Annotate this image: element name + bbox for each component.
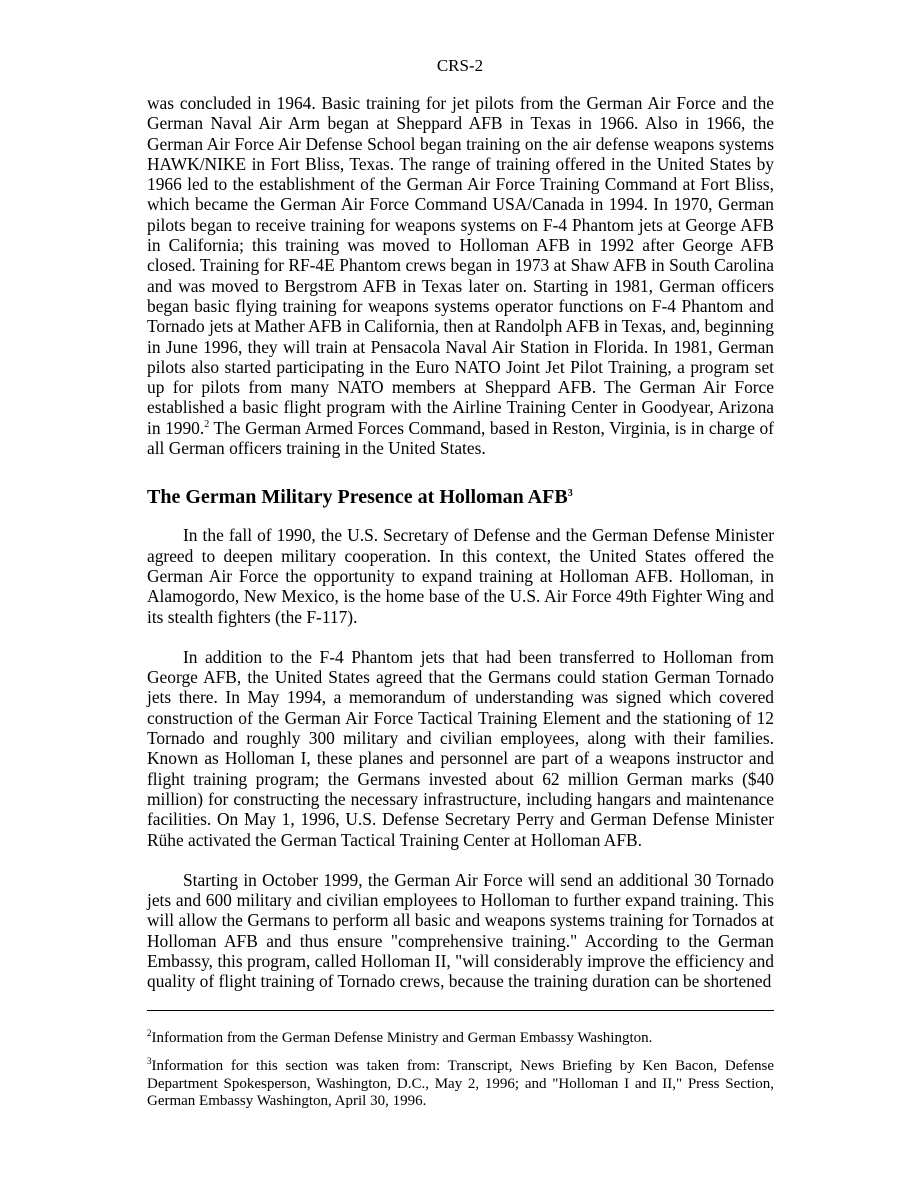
footnote-2-text: Information from the German Defense Ministry and German Embassy Washington. (151, 1030, 653, 1046)
body-text (147, 93, 774, 992)
footnote-ref-2[interactable]: 2 (204, 418, 210, 430)
paragraph-2: In the fall of 1990, the U.S. Secretary of Defense and the German Defense Minister agreed to deepen military cooperation. In this context, the United States offered the German Air Force the opportunity to expand training at Holloman AFB. Holloman, in Alamogordo, New Mexico, is the home base of the U.S. Air Force 49th Fighter Wing and its stealth fighters (the F-117). (147, 525, 774, 627)
footnote-3-number: 3 (147, 1056, 152, 1067)
paragraph-1 (147, 93, 774, 458)
paragraph-1-text-b: The German Armed Forces Command, based in Reston, Virginia, is in charge of all German officers training in the United States. (147, 417, 774, 459)
footnote-3 (147, 1058, 774, 1110)
footnote-ref-3[interactable]: 3 (567, 488, 573, 500)
footnote-2 (147, 1030, 774, 1047)
footnote-2-number: 2 (147, 1028, 152, 1038)
paragraph-4: Starting in October 1999, the German Air Force will send an additional 30 Tornado jets and 600 military and civilian employees to Holloman to further expand training. This will allow the Germans to perform all basic and weapons systems training for Tornados at Holloman AFB and thus ensure "comprehensive training." According to the German Embassy, this program, called Holloman II, "will considerably improve the efficiency and quality of flight training of Tornado crews, because the training duration can be shortened (147, 869, 774, 992)
footnote-3-text: Information for this section was taken from: Transcript, News Briefing by Ken Bacon, Defense Department Spokesperson, Washington, D.C., May 2, 1996; and "Holloman I and II," Press Section, German Embassy Washington, April 30, 1996. (147, 1058, 774, 1109)
page-header: CRS-2 (436, 56, 484, 75)
footnotes (147, 1030, 774, 1121)
footnote-divider (147, 1010, 774, 1011)
section-heading (147, 458, 774, 525)
section-heading-text: The German Military Presence at Holloman AFB (147, 486, 568, 509)
paragraph-1-text-a: was concluded in 1964. Basic training for jet pilots from the German Air Force and the German Naval Air Arm began at Sheppard AFB in Texas in 1966. Also in 1966, the German Air Force Air Defense School began training on the air defense weapons systems HAWK/NIKE in Fort Bliss, Texas. The range of training offered in the United States by 1966 led to the establishment of the German Air Force Training Command at Fort Bliss, which became the German Air Force Command USA/Canada in 1994. In 1970, German pilots began to receive training for weapons systems on F-4 Phantom jets at George AFB in California; this training was moved to Holloman AFB in 1992 after George AFB closed. Training for RF-4E Phantom crews began in 1973 at Shaw AFB in South Carolina and was moved to Bergstrom AFB in Texas later on. Starting in 1981, German officers began basic flying training for weapons systems operator functions on F-4 Phantom and Tornado jets at Mather AFB in California, then at Randolph AFB in Texas, and, beginning in June 1996, they will train at Pensacola Naval Air Station in Florida. In 1981, German pilots also started participating in the Euro NATO Joint Jet Pilot Training, a program set up for pilots from many NATO members at Sheppard AFB. The German Air Force established a basic flight program with the Airline Training Center in Goodyear, Arizona in 1990. (147, 93, 774, 438)
paragraph-3: In addition to the F-4 Phantom jets that had been transferred to Holloman from George AFB, the United States agreed that the Germans could station German Tornado jets there. In May 1994, a memorandum of understanding was signed which covered construction of the German Air Force Tactical Training Element and the stationing of 12 Tornado and roughly 300 military and civilian employees, along with their families. Known as Holloman I, these planes and personnel are part of a weapons instructor and flight training program; the Germans invested about 62 million German marks ($40 million) for constructing the necessary infrastructure, including hangars and maintenance facilities. On May 1, 1996, U.S. Defense Secretary Perry and German Defense Minister Rühe activated the German Tactical Training Center at Holloman AFB. (147, 646, 774, 850)
